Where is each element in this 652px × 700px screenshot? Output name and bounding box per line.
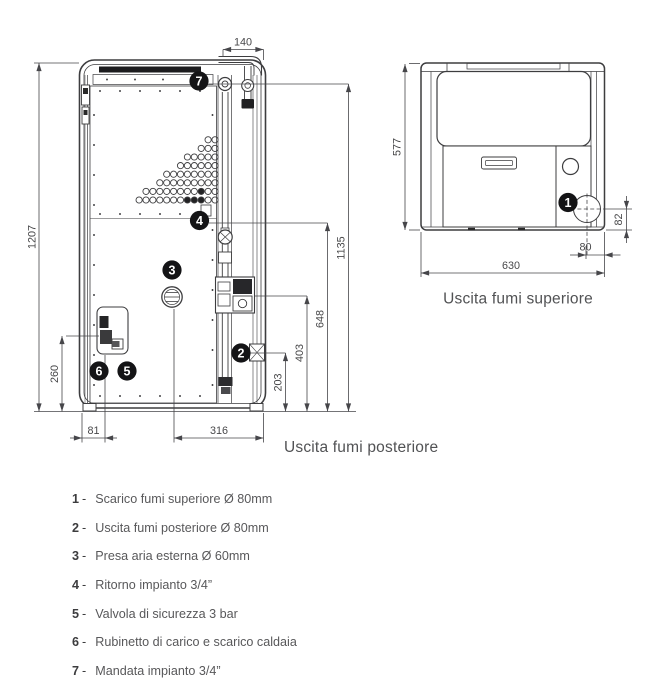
legend-item-separator: - [82, 578, 87, 592]
legend-item-1 [72, 492, 272, 506]
rear-view-caption: Uscita fumi posteriore [284, 439, 439, 456]
svg-text:6: 6 [95, 364, 103, 379]
legend-item-4 [72, 578, 212, 592]
dim-label-81: 81 [87, 425, 100, 437]
dim-label-1207: 1207 [26, 224, 39, 250]
svg-text:3: 3 [168, 263, 176, 278]
legend-item-3 [72, 549, 250, 563]
top-view-caption: Uscita fumi superiore [443, 290, 593, 308]
legend-item-label: Scarico fumi superiore Ø 80mm [95, 492, 273, 506]
svg-text:2: 2 [237, 346, 245, 361]
legend-item-separator: - [82, 635, 87, 649]
dim-label-260: 260 [49, 364, 61, 384]
legend-item-2 [72, 521, 269, 535]
legend-item-number: 2 [72, 521, 80, 535]
air-intake [162, 287, 182, 307]
handle [482, 157, 517, 169]
legend-item-separator: - [82, 521, 87, 535]
dim-label-80: 80 [579, 241, 592, 254]
top-view-drawing [392, 63, 633, 308]
dim-label-403: 403 [294, 343, 306, 363]
legend-item-number: 4 [72, 578, 80, 592]
legend-item-label: Presa aria esterna Ø 60mm [95, 549, 250, 563]
legend-item-separator: - [82, 492, 87, 506]
top-bar [99, 67, 201, 73]
dim-label-316: 316 [209, 425, 229, 437]
legend-item-label: Ritorno impianto 3/4” [95, 578, 213, 592]
dim-label-630: 630 [501, 260, 521, 272]
safety-valve [100, 316, 109, 328]
svg-text:1: 1 [564, 196, 572, 210]
legend-item-label: Uscita fumi posteriore Ø 80mm [95, 521, 269, 535]
legend-item-7 [72, 664, 221, 678]
legend-item-label: Rubinetto di carico e scarico caldaia [95, 635, 297, 649]
dim-label-82: 82 [613, 213, 625, 226]
dim-label-577: 577 [391, 137, 404, 157]
legend-item-number: 5 [72, 607, 80, 621]
svg-text:5: 5 [123, 364, 131, 379]
drain-cock [100, 330, 112, 344]
legend-item-number: 7 [72, 664, 80, 678]
svg-text:7: 7 [195, 74, 203, 89]
legend-item-separator: - [82, 664, 87, 678]
circulation-pump [216, 277, 255, 313]
legend-item-separator: - [82, 549, 87, 563]
legend-item-label: Mandata impianto 3/4” [95, 664, 221, 678]
legend-item-number: 6 [72, 635, 80, 649]
dim-label-140: 140 [233, 36, 253, 49]
legend-item-label: Valvola di sicurezza 3 bar [95, 607, 238, 621]
legend-item-5 [72, 607, 238, 621]
top-lid [437, 72, 591, 147]
dim-label-203: 203 [272, 373, 285, 392]
dim-label-1135: 1135 [335, 236, 348, 260]
dim-label-648: 648 [314, 309, 327, 329]
posterior-flue-outlet [250, 344, 265, 361]
legend-item-6 [72, 635, 297, 649]
rear-view-drawing [27, 37, 439, 457]
svg-text:4: 4 [196, 214, 203, 228]
legend-item-number: 3 [72, 549, 80, 563]
control-knob [563, 159, 579, 175]
legend-item-number: 1 [72, 492, 80, 506]
legend-item-separator: - [82, 607, 87, 621]
